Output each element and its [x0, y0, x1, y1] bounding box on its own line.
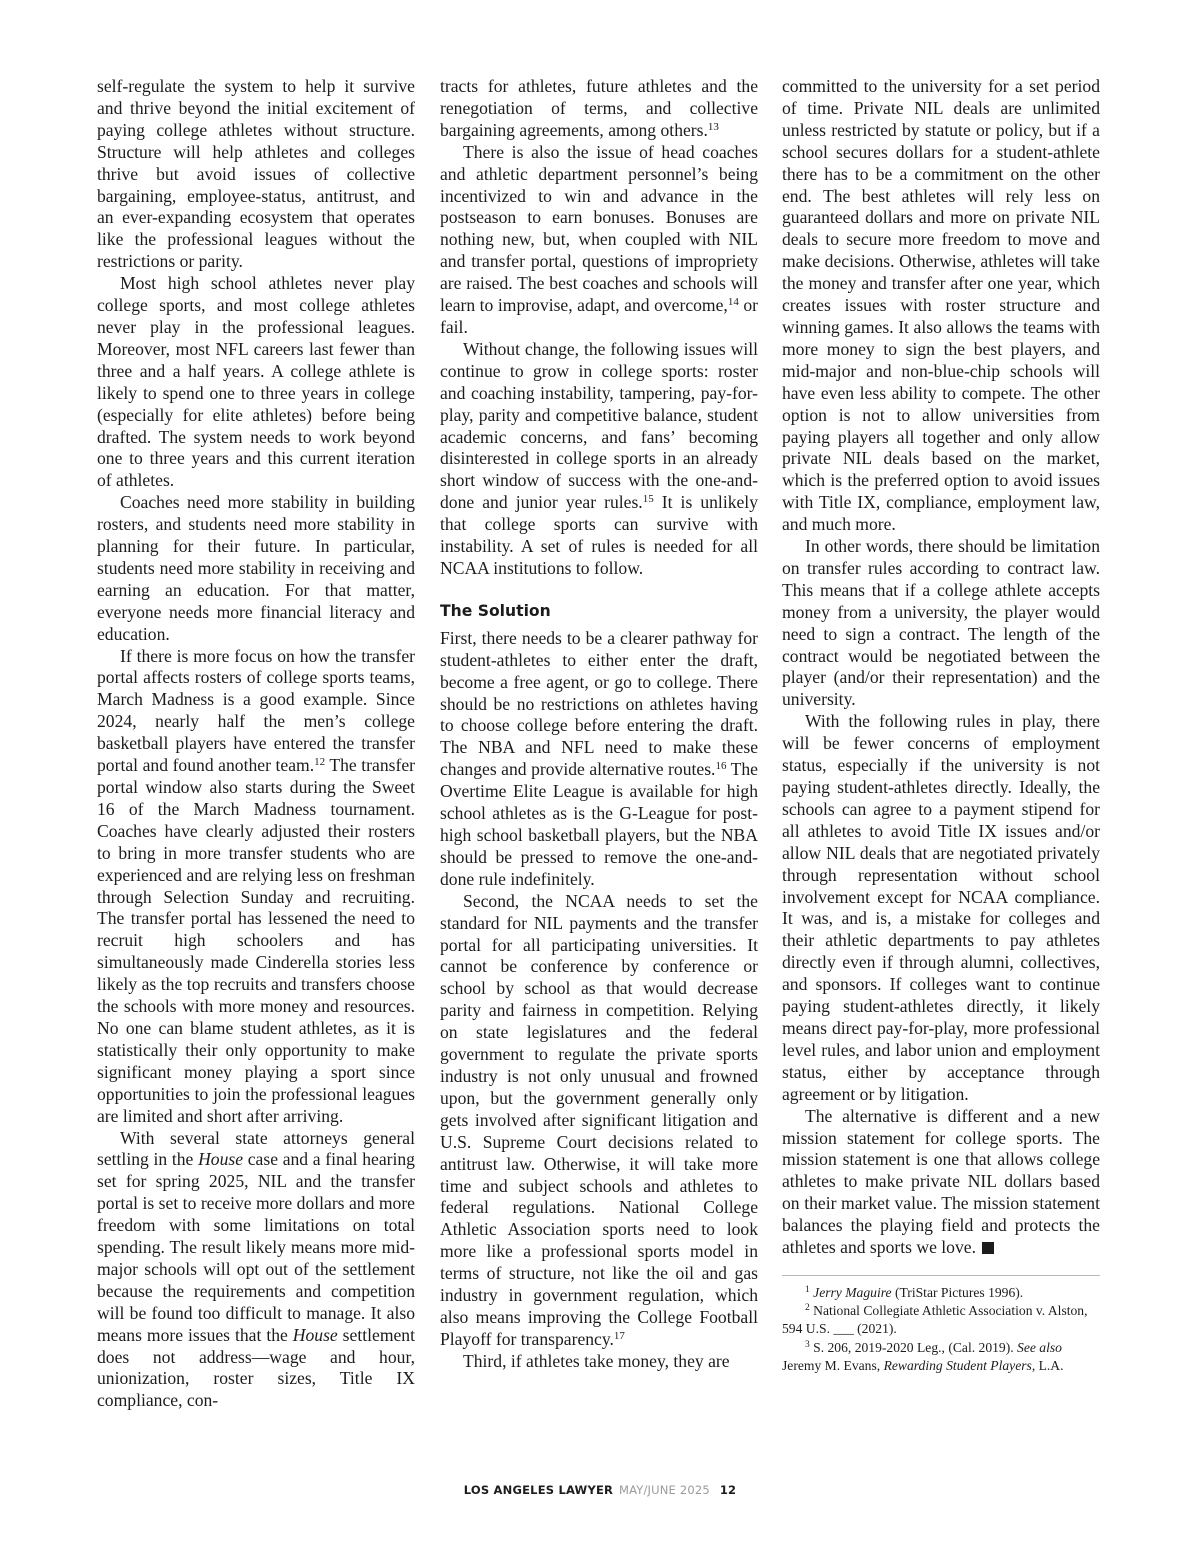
paragraph-text: The Overtime Elite League is available for high school athletes as is the G-League for post-high school basketball players, but the NBA should be pressed to remove the one-and-done rule indefinitely. [440, 759, 758, 889]
article-column-2 [440, 76, 758, 1373]
case-name: House [198, 1149, 244, 1170]
paragraph [440, 628, 758, 891]
paragraph-text: The transfer portal window also starts during the Sweet 16 of the March Madness tournament. Coaches have clearly adjusted their rosters to bring in more transfer students who are experienced and are relying less on freshman through Selection Sunday and recruiting. The transfer portal has lessened the need to recruit high schoolers and has simultaneously made Cinderella stories less likely as the top recruits and transfers choose the schools with more money and resources. No one can blame student athletes, as it is statistically their only opportunity to make significant money playing a sport since opportunities to join the professional leagues are limited and short after arriving. [97, 755, 415, 1126]
paragraph-text: If there is more focus on how the transfer portal affects rosters of college sports teams, March Madness is a good example. Since 2024, nearly half the men’s college basketball players have entered the transfer portal and found another team. [97, 645, 415, 776]
footnote [782, 1339, 1100, 1375]
footnote-ref: 15 [642, 493, 654, 506]
paragraph-text: The alternative is different and a new mission statement for college sports. The mission statement is one that allows college athletes to make private NIL dollars based on their market value. The mission statement balances the playing field and protects the athletes and sports we love. [782, 1105, 1100, 1258]
paragraph: Most high school athletes never play college sports, and most college athletes never play in the professional leagues. Moreover, most NFL careers last fewer than three and a half years. A college athlete is likely to spend one to three years in college (especially for elite athletes) before being drafted. The system needs to work beyond one to three years and this current iteration of athletes. [97, 273, 415, 491]
paragraph: Coaches need more stability in building rosters, and students need more stability in planning for their future. In particular, students need more stability in receiving and earning an education. For that matter, everyone needs more financial literacy and education. [97, 492, 415, 644]
issue-date: MAY/JUNE 2025 [618, 1483, 710, 1497]
page-number: 12 [719, 1483, 737, 1497]
paragraph-text: With several state attorneys general settling in the [97, 1127, 415, 1170]
footnote-text: National Collegiate Athletic Association v. Alston, 594 U.S. ___ (2021). [782, 1303, 1088, 1337]
end-of-article-mark-icon [982, 1242, 994, 1254]
paragraph [440, 891, 758, 1351]
paragraph-text: or fail. [440, 295, 758, 337]
footnote-number: 2 [805, 1303, 810, 1314]
footnote [782, 1284, 1100, 1302]
paragraph-text: settlement does not address—wage and hour, unionization, roster sizes, Title IX compliance, con- [97, 1324, 415, 1411]
paragraph [97, 1128, 415, 1413]
footnote-ref: 14 [727, 296, 739, 309]
paragraph-text: There is also the issue of head coaches and athletic department personnel’s being incentivized to win and advance in the postseason to earn bonuses. Bonuses are nothing new, but, when coupled with NIL and transfer portal, questions of impropriety are raised. The best coaches and schools will learn to improvise, adapt, and overcome, [440, 141, 758, 316]
paragraph-text: First, there needs to be a clearer pathway for student-athletes to either enter the draft, become a free agent, or go to college. There should be no restrictions on athletes having to choose college before entering the draft. The NBA and NFL need to make these changes and provide alternative routes. [440, 627, 758, 780]
footnote-text: Jeremy M. Evans, [782, 1357, 884, 1373]
footnote-title: Rewarding Student Players [883, 1357, 1032, 1373]
paragraph-text: Second, the NCAA needs to set the standard for NIL payments and the transfer portal for all participating universities. It cannot be conference by conference or school by school as that would decrease parity and fairness in competition. Relying on state legislatures and the federal government to regulate the private sports industry is not only unusual and frowned upon, but the government generally only gets involved after significant litigation and U.S. Supreme Court decisions related to antitrust law. Otherwise, it will take more time and subject schools and athletes to federal regulations. National College Athletic Association sports need to look more like a professional sports model in terms of structure, not like the oil and gas industry in government regulation, which also means improving the College Football Playoff for transparency. [440, 890, 758, 1349]
paragraph: In other words, there should be limitation on transfer rules according to contract law. This means that if a college athlete accepts money from a university, the player would need to sign a contract. The length of the contract would be negotiated between the player (and/or their representation) and the university. [782, 536, 1100, 710]
footnote-text: S. 206, 2019-2020 Leg., (Cal. 2019). [809, 1339, 1018, 1355]
paragraph-text: It is unlikely that college sports can survive with instability. A set of rules is needed for all NCAA institutions to follow. [440, 492, 758, 578]
paragraph [782, 1106, 1100, 1259]
paragraph: With the following rules in play, there will be fewer concerns of employment status, especially if the university is not paying student-athletes directly. Ideally, the schools can agree to a payment stipend for all athletes to avoid Title IX issues and/or allow NIL deals that are negotiated privately through representation without school involvement except for NCAA compliance. It was, and is, a mistake for colleges and their athletic departments to pay athletes directly even if through alumni, collectives, and sponsors. If colleges want to continue paying student-athletes directly, it likely means direct pay-for-play, more professional level rules, and labor union and employment status, either by acceptance through agreement or by litigation. [782, 711, 1100, 1104]
paragraph [440, 339, 758, 580]
footnote-text: , L.A. [1031, 1357, 1064, 1373]
footnote-ref: 12 [314, 756, 326, 769]
footnote-signal: See also [1017, 1339, 1062, 1355]
footnote-title: Jerry Maguire [813, 1284, 892, 1300]
section-heading: The Solution [440, 601, 551, 620]
article-column-3 [782, 76, 1100, 1375]
footnote-ref: 16 [715, 760, 727, 773]
paragraph-text: tracts for athletes, future athletes and the renegotiation of terms, and collective bargaining agreements, among others. [440, 76, 758, 140]
paragraph: committed to the university for a set period of time. Private NIL deals are unlimited unless restricted by statute or policy, but if a school secures dollars for a student-athlete there has to be a commitment on the other end. The best athletes will rely less on guaranteed dollars and more on private NIL deals to secure more freedom to move and make decisions. Otherwise, athletes will take the money and transfer after one year, which creates issues with roster structure and winning games. It also allows the teams with more money to sign the best players, and mid-major and non-blue-chip schools will have even less ability to compete. The other option is not to allow universities from paying players all together and only allow private NIL deals based on the market, which is the preferred option to avoid issues with Title IX, compliance, employment law, and much more. [782, 76, 1100, 535]
footnote-text: (TriStar Pictures 1996). [891, 1284, 1024, 1300]
paragraph [440, 142, 758, 339]
paragraph: Third, if athletes take money, they are [463, 1350, 730, 1371]
paragraph-text: case and a final hearing set for spring 2025, NIL and the transfer portal is set to receive more dollars and more freedom with some limitations on total spending. The result likely means more mid-major schools will opt out of the settlement because the requirements and competition will be found too difficult to manage. It also means more issues that the [97, 1149, 415, 1345]
paragraph [97, 646, 415, 1128]
footnote-ref: 17 [613, 1329, 625, 1342]
footnote-divider [782, 1275, 1100, 1276]
paragraph-text: Without change, the following issues will continue to grow in college sports: roster and coaching instability, tampering, pay-for-play, parity and competitive balance, student academic concerns, and fans’ becoming disinterested in college sports in an already short window of success with the one-and-done and junior year rules. [440, 338, 758, 513]
article-column-1 [97, 76, 415, 1412]
paragraph: self-regulate the system to help it survive and thrive beyond the initial excitement of paying college athletes without structure. Structure will help athletes and colleges thrive but avoid issues of collective bargaining, employee-status, antitrust, and an ever-expanding ecosystem that operates like the professional leagues without the restrictions or parity. [97, 76, 415, 272]
case-name: House [292, 1324, 338, 1345]
footnote-number: 3 [805, 1339, 810, 1350]
publication-name: LOS ANGELES LAWYER [463, 1483, 614, 1497]
footnote-ref: 13 [707, 120, 719, 133]
footnote-number: 1 [805, 1284, 810, 1295]
footnote [782, 1302, 1100, 1338]
page-footer [0, 1483, 1200, 1497]
paragraph [440, 76, 758, 142]
